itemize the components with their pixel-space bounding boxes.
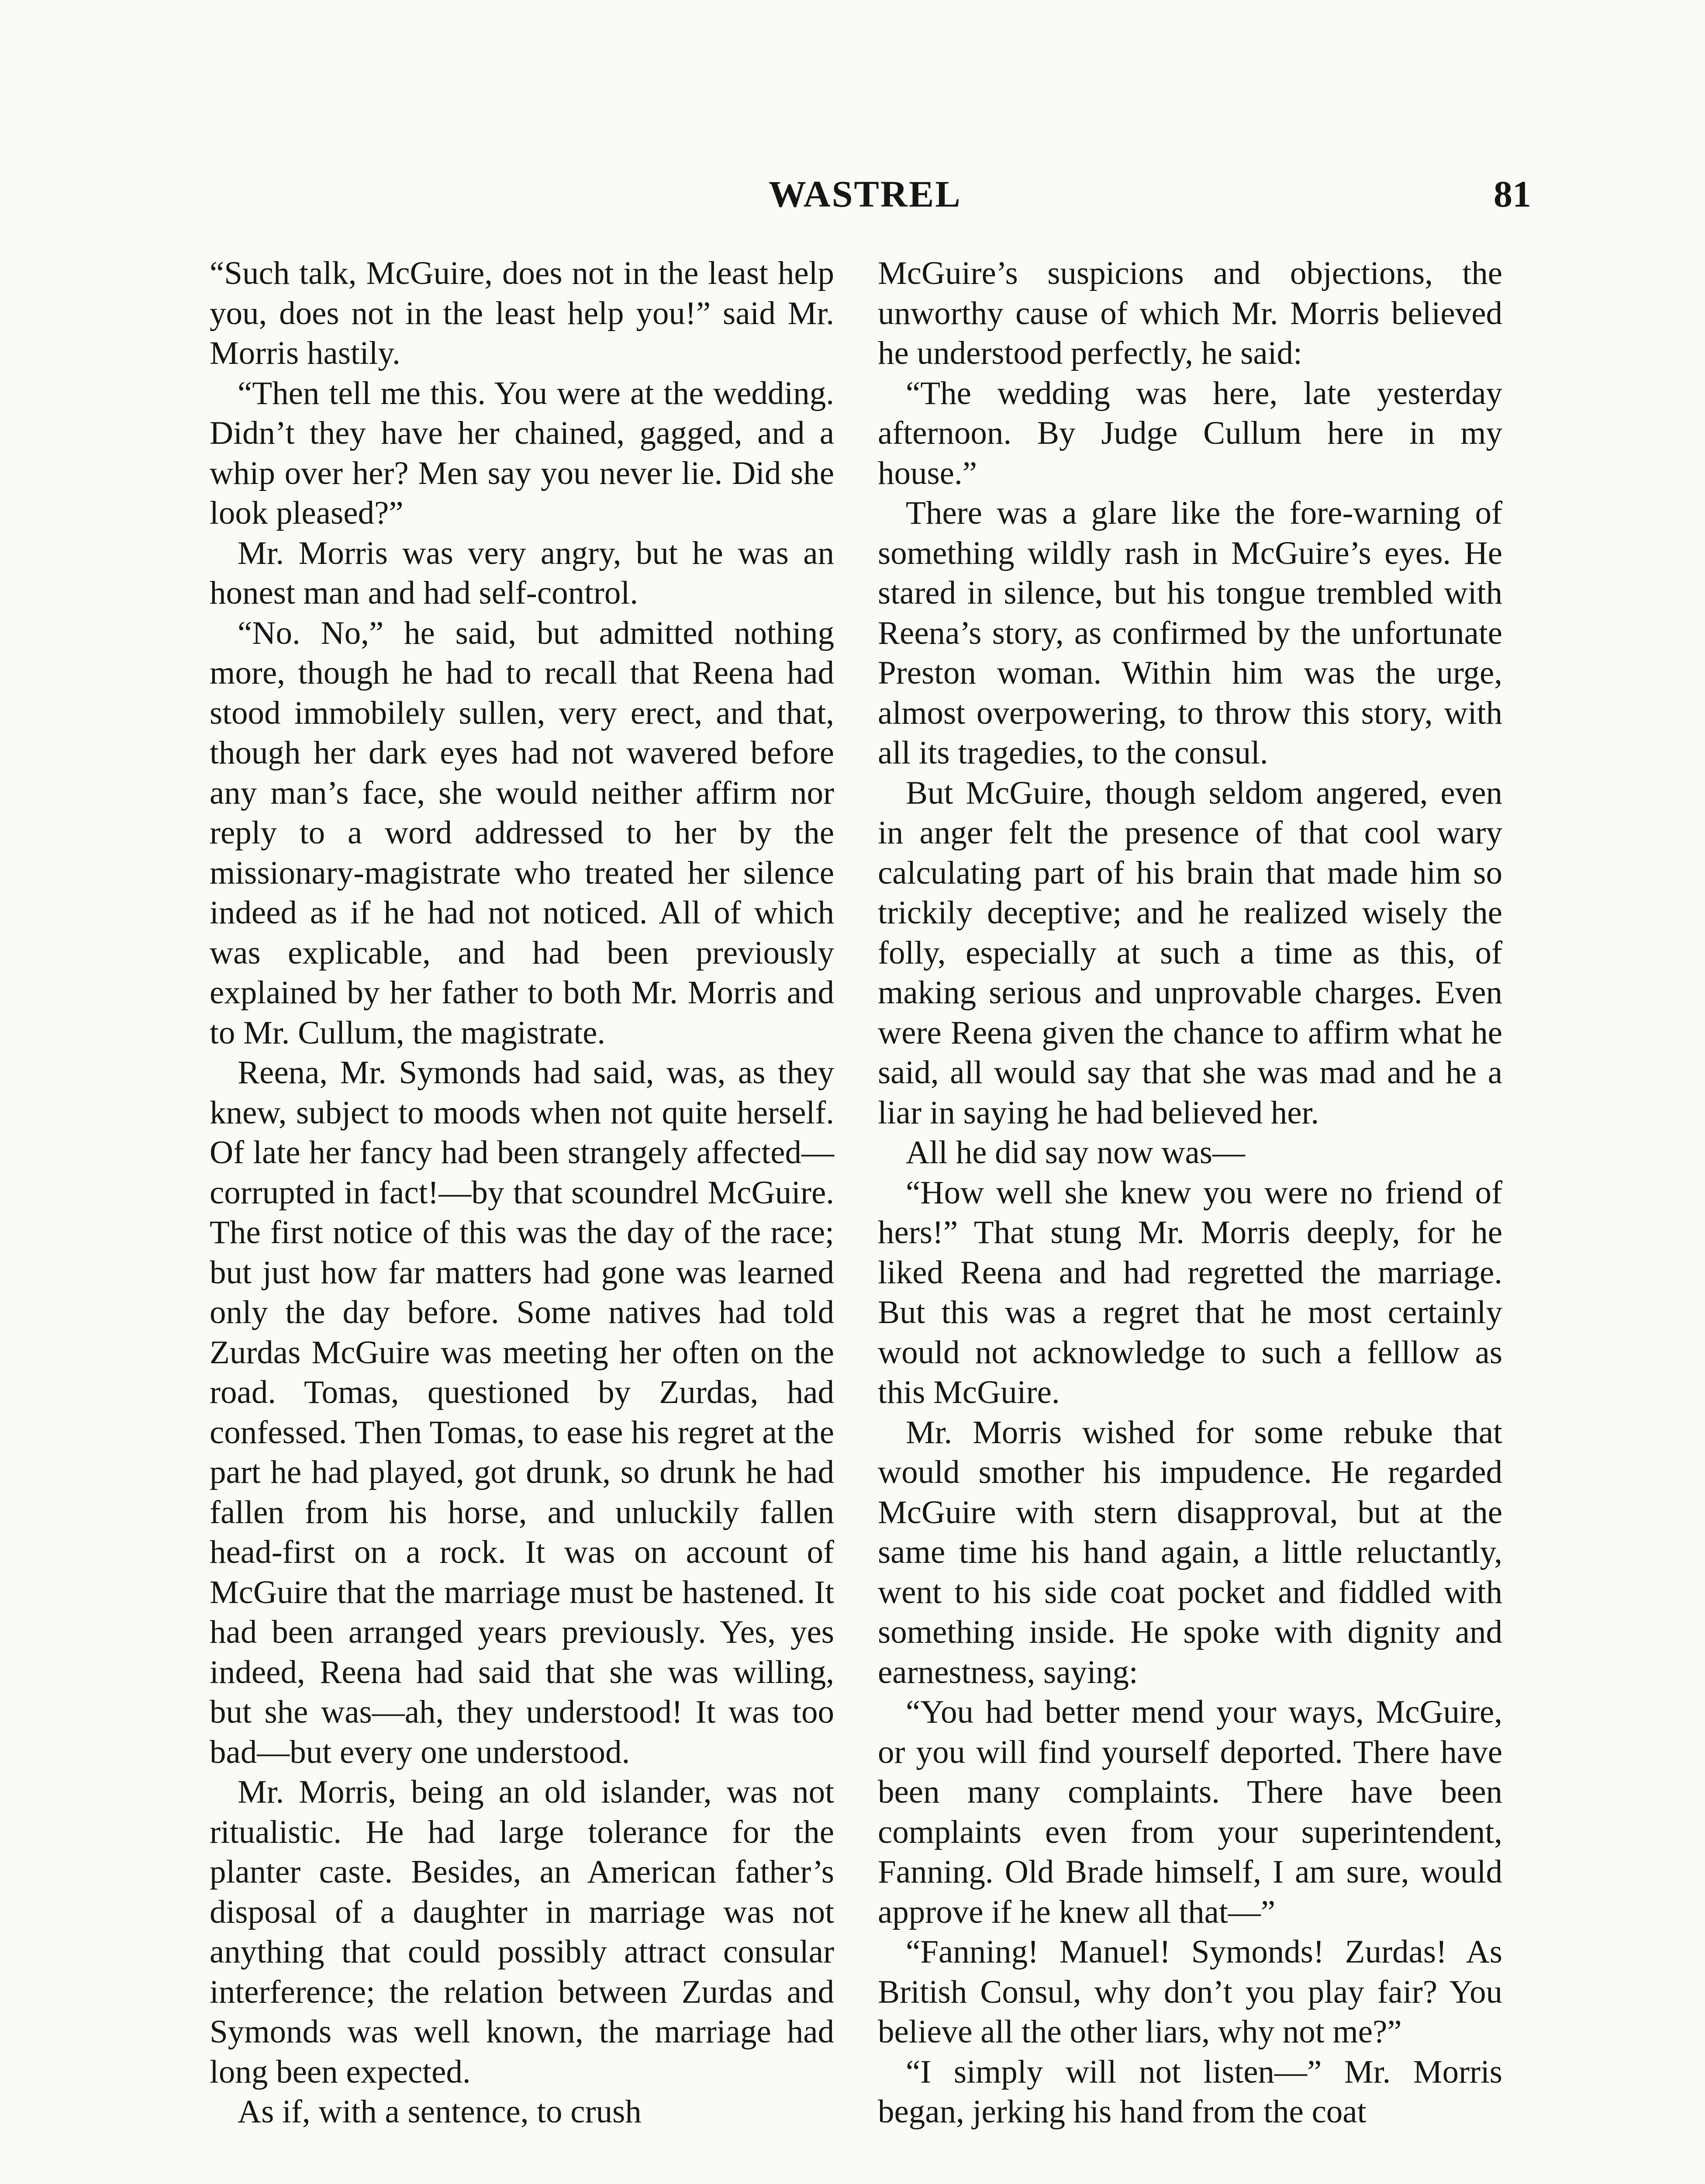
paragraph: Mr. Morris wished for some rebuke that would smother his impudence. He regarded McGuire with stern disapproval, but at the same time his hand again, a little reluctantly, went to his side coat pocket and fiddled with something inside. He spoke with dignity and earnestness, saying: bbox=[878, 1414, 1502, 1690]
paragraph: Mr. Morris was very angry, but he was an honest man and had self-control. bbox=[210, 535, 834, 611]
paragraph: “You had better mend your ways, McGuire, or you will find yourself deported. There have been many complaints. There have been complaints even from your superintendent, Fanning. Old Brade himself, I am sure, would approve if he knew all that—” bbox=[878, 1694, 1502, 1930]
paragraph: “Fanning! Manuel! Symonds! Zurdas! As British Consul, why don’t you play fair? You believe all the other liars, why not me?” bbox=[878, 1934, 1502, 2050]
paragraph: Reena, Mr. Symonds had said, was, as they knew, subject to moods when not quite herself. Of late her fancy had been strangely affected—corrupted in fact!—by that scoundrel McGuire. The first notice of this was the day of the race; but just how far matters had gone was learned only the day before. Some natives had told Zurdas McGuire was meeting her often on the road. Tomas, questioned by Zurdas, had confessed. Then Tomas, to ease his regret at the part he had played, got drunk, so drunk he had fallen from his horse, and unluckily fallen head-first on a rock. It was on account of McGuire that the marriage must be hastened. It had been arranged years previously. Yes, yes indeed, Reena had said that she was willing, but she was—ah, they understood! It was too bad—but every one understood. bbox=[210, 1054, 834, 1770]
paragraph: “Then tell me this. You were at the wedding. Didn’t they have her chained, gagged, and a whip over her? Men say you never lie. Did she look pleased?” bbox=[210, 375, 834, 531]
running-title: WASTREL bbox=[769, 173, 962, 215]
paragraph: As if, with a sentence, to crush bbox=[238, 2094, 642, 2130]
paragraph: McGuire’s suspicions and objections, the unworthy cause of which Mr. Morris believed he understood perfectly, he said: bbox=[878, 255, 1502, 371]
paragraph: “Such talk, McGuire, does not in the least help you, does not in the least help you!” said Mr. Morris hastily. bbox=[210, 255, 834, 371]
paragraph: “The wedding was here, late yesterday afternoon. By Judge Cullum here in my house.” bbox=[878, 375, 1502, 491]
paragraph: There was a glare like the fore-warning of something wildly rash in McGuire’s eyes. He stared in silence, but his tongue trembled with Reena’s story, as confirmed by the unfortunate Preston woman. Within him was the urge, almost overpowering, to throw this story, with all its tragedies, to the consul. bbox=[878, 495, 1502, 771]
page-number: 81 bbox=[1494, 173, 1531, 215]
paragraph: But McGuire, though seldom angered, even in anger felt the presence of that cool wary calculating part of his brain that made him so trickily deceptive; and he realized wisely the folly, especially at such a time as this, of making serious and unprovable charges. Even were Reena given the chance to affirm what he said, all would say that she was mad and he a liar in saying he had believed her. bbox=[878, 774, 1502, 1131]
paragraph: “How well she knew you were no friend of hers!” That stung Mr. Morris deeply, for he liked Reena and had regretted the marriage. But this was a regret that he most certainly would not acknowledge to such a felllow as this McGuire. bbox=[878, 1174, 1502, 1410]
paragraph: “I simply will not listen—” Mr. Morris began, jerking his hand from the coat bbox=[878, 2053, 1502, 2130]
running-header bbox=[0, 168, 1705, 220]
right-column bbox=[878, 253, 1502, 2132]
paragraph: Mr. Morris, being an old islander, was not ritualistic. He had large tolerance for the planter caste. Besides, an American father’s disposal of a daughter in marriage was not anything that could possibly attract consular interference; the relation between Zurdas and Symonds was well known, the marriage had long been expected. bbox=[210, 1774, 834, 2090]
paragraph: All he did say now was— bbox=[906, 1134, 1245, 1171]
paragraph: “No. No,” he said, but admitted nothing more, though he had to recall that Reena had stood immobilely sullen, very erect, and that, though her dark eyes had not wavered before any man’s face, she would neither affirm nor reply to a word addressed to her by the missionary-magistrate who treated her silence indeed as if he had not noticed. All of which was explicable, and had been previously explained by her father to both Mr. Morris and to Mr. Cullum, the magistrate. bbox=[210, 615, 834, 1051]
left-column bbox=[210, 253, 834, 2132]
